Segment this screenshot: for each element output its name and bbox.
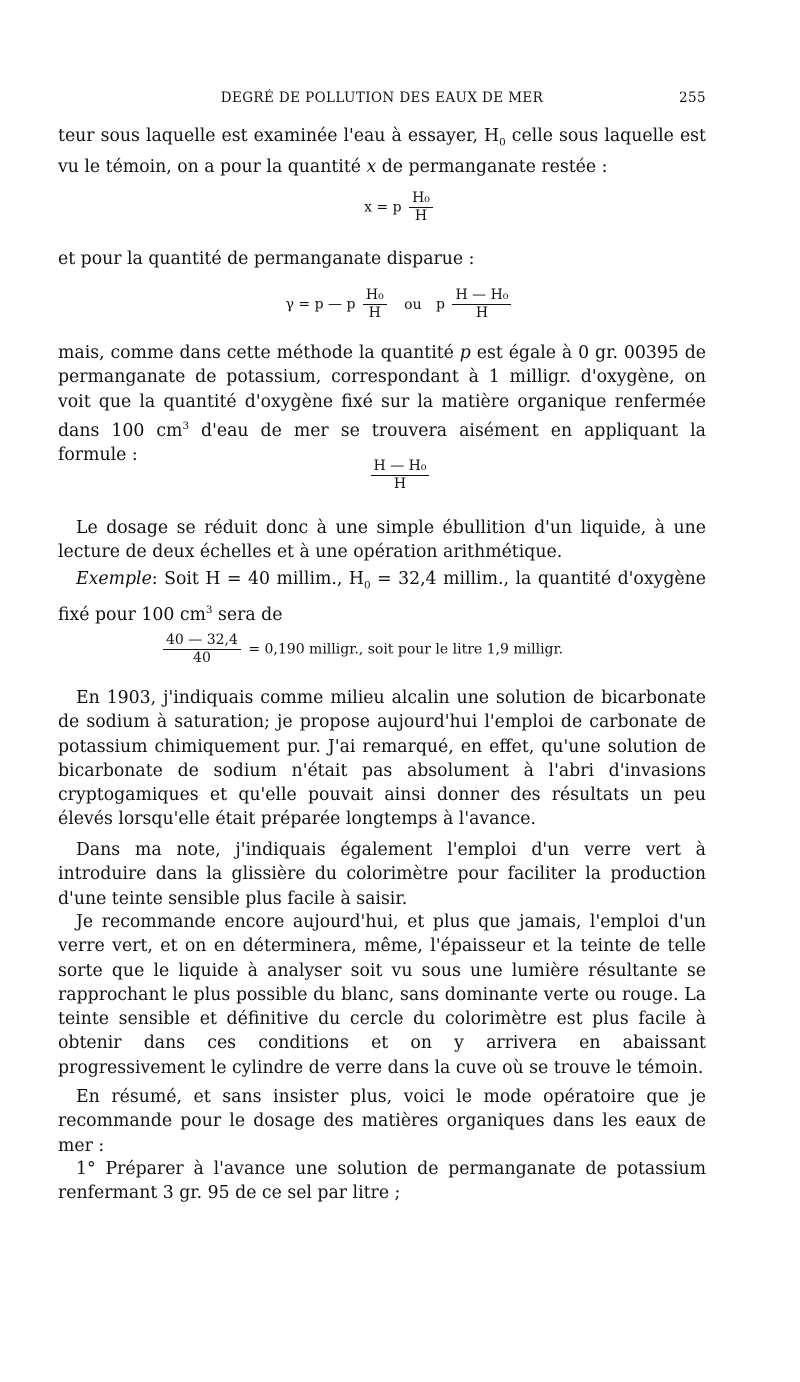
- paragraph-9: En résumé, et sans insister plus, voici le mode opératoire que je recommande pour le dosage des matières organiques dans les eaux de mer :: [58, 1087, 706, 1156]
- paragraph-7: Dans ma note, j'indiquais également l'emploi d'un verre vert à introduire dans la glissière du colorimètre pour faciliter la production d'une teinte sensible plus facile à saisir.: [58, 840, 706, 909]
- page-number: 255: [679, 90, 706, 106]
- formula-x: x = p $\frac{\text{H₀}}{H}$: [0, 190, 800, 225]
- paragraph-8: Je recommande encore aujourd'hui, et plus que jamais, l'emploi d'un verre vert, et on en déterminera, même, l'épaisseur et la teinte de telle sorte que le liquide à analyser soit vu sous une lumière résultante se rapprochant le plus possible du blanc, sans dominante verte ou rouge. La teinte sensible et définitive du cercle du colorimètre est plus facile à obtenir dans ces conditions et on y arrivera en abaissant progressivement le cylindre de verre dans la cuve où se trouve le témoin.: [58, 912, 706, 1078]
- running-title: DEGRÉ DE POLLUTION DES EAUX DE MER: [220, 90, 544, 106]
- formula-example: $\frac{40 — 32,4}{40}$ = 0,190 milligr., soit pour le litre 1,9 milligr.: [160, 632, 760, 667]
- paragraph-1: teur sous laquelle est examinée l'eau à essayer, $H_0$ celle sous laquelle est vu le témoin, on a pour la quantité x de permanganate restée :: [58, 126, 706, 177]
- paragraph-3: mais, comme dans cette méthode la quantité p est égale à 0 gr. 00395 de permanganate de potassium, correspondant à 1 milligr. d'oxygène, on voit que la quantité d'oxygène fixé sur la matière organique renfermée dans 100 $cm^3$ d'eau de mer se trouvera aisément en appliquant la formule :: [58, 343, 706, 465]
- paragraph-10: 1° Préparer à l'avance une solution de permanganate de potassium renfermant 3 gr. 95 de ce sel par litre ;: [58, 1159, 706, 1204]
- paragraph-4: Le dosage se réduit donc à une simple ébullition d'un liquide, à une lecture de deux échelles et à une opération arithmétique.: [58, 518, 706, 563]
- paragraph-example: Exemple: Soit H = 40 millim., $H_0 = 32,4$ millim., la quantité d'oxygène fixé pour 100 $cm^3$ sera de: [58, 569, 706, 625]
- running-header: [58, 90, 706, 112]
- paragraph-2: et pour la quantité de permanganate disparue :: [58, 249, 475, 269]
- paragraph-6: En 1903, j'indiquais comme milieu alcalin une solution de bicarbonate de sodium à saturation; je propose aujourd'hui l'emploi de carbonate de potassium chimiquement pur. J'ai remarqué, en effet, qu'une solution de bicarbonate de sodium n'était pas absolument à l'abri d'invasions cryptogamiques et qu'elle pouvait ainsi donner des résultats un peu élevés lorsqu'elle était préparée longtemps à l'avance.: [58, 688, 706, 830]
- formula-oxygen: $\frac{\text{H — H₀}}{H}$: [0, 458, 800, 493]
- formula-gamma: γ = p — p $\frac{\text{H₀}}{H}$ ou p $\frac{\text{H — H₀}}{H}$: [0, 287, 800, 322]
